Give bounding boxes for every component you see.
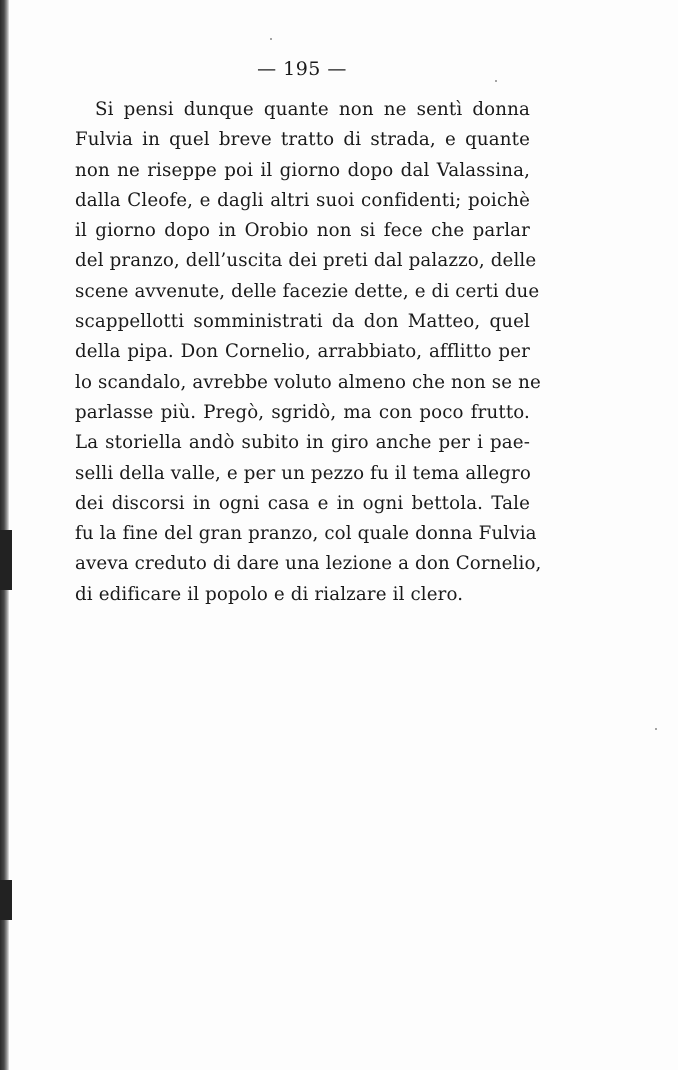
text-line: scappellotti somministrati da don Matteo, quel [75,311,530,333]
paper-speck [270,38,272,40]
text-line: scene avvenute, delle facezie dette, e di certi due [75,280,540,302]
text-line: di edificare il popolo e di rialzare il clero. [75,583,464,605]
text-line: dalla Cleofe, e dagli altri suoi confidenti; poichè [75,189,530,211]
text-line: fu la fine del gran pranzo, col quale donna Fulvia [75,523,537,545]
text-line: La storiella andò subito in giro anche per i pae- [75,432,530,454]
text-line: selli della valle, e per un pezzo fu il tema allegro [75,462,531,484]
text-line: dei discorsi in ogni casa e in ogni bettola. Tale [75,492,530,514]
spine-binding-mark [0,880,12,920]
page-number: — 195 — [257,58,347,80]
text-line: non ne riseppe poi il giorno dopo dal Valassina, [75,159,530,181]
text-line: della pipa. Don Cornelio, arrabbiato, afflitto per [75,341,530,363]
text-line: lo scandalo, avrebbe voluto almeno che non se ne [75,371,541,393]
text-line: il giorno dopo in Orobio non si fece che parlar [75,220,530,242]
text-line: del pranzo, dell’uscita dei preti dal palazzo, delle [75,250,537,272]
paper-speck [655,728,657,730]
body-text [75,95,542,610]
text-line: parlasse più. Pregò, sgridò, ma con poco frutto. [75,401,530,423]
paper-speck [495,80,497,82]
text-line: Si pensi dunque quante non ne sentì donna [95,99,530,120]
spine-binding-mark [0,530,12,590]
text-line: aveva creduto di dare una lezione a don Cornelio, [75,553,542,575]
text-line: Fulvia in quel breve tratto di strada, e quante [75,129,530,151]
